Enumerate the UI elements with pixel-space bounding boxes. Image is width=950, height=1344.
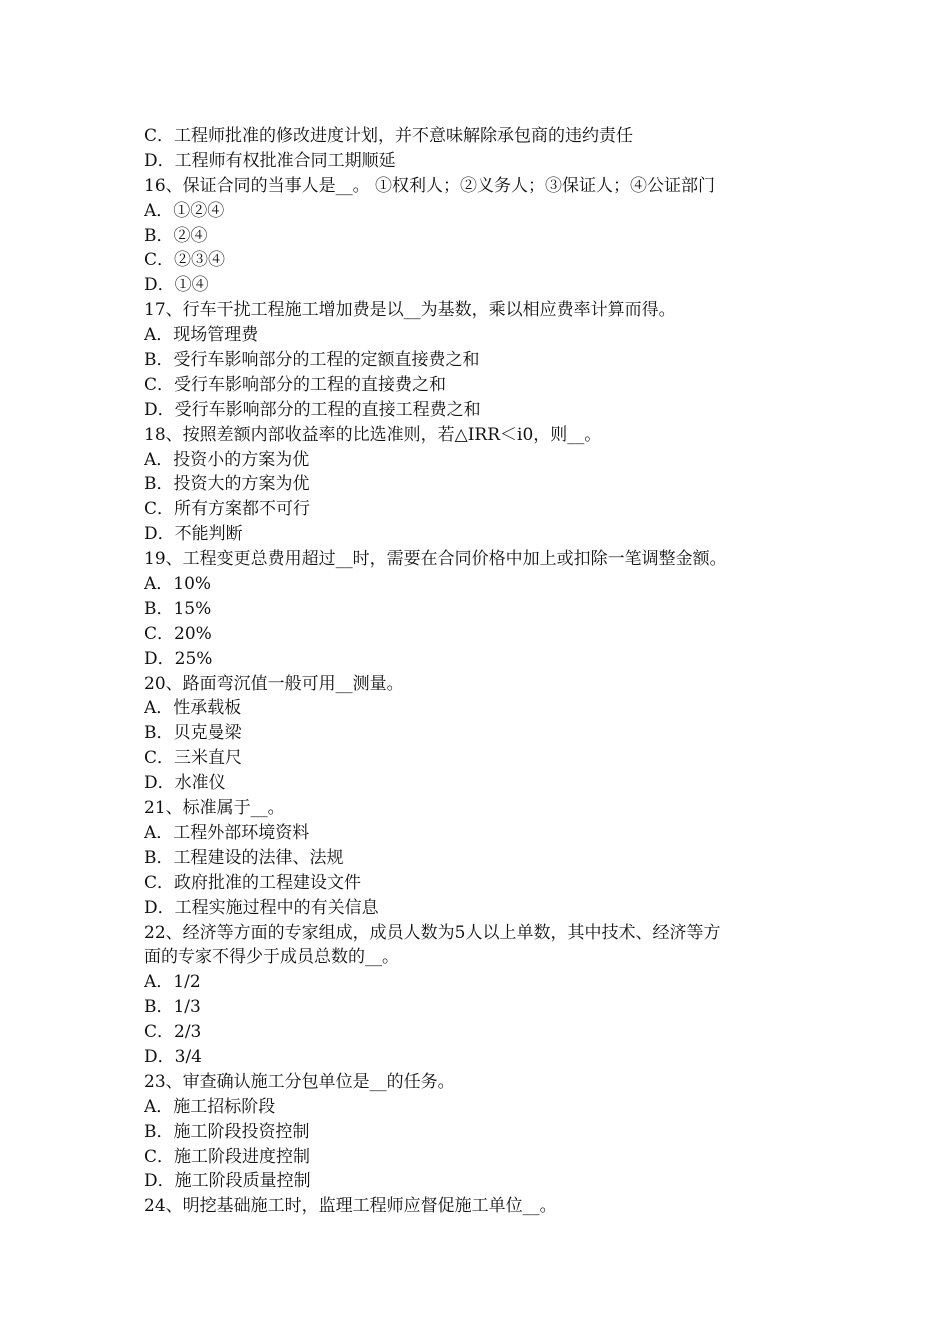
option-line: A．10% — [144, 574, 212, 595]
option-line: A．1/2 — [144, 972, 201, 993]
option-line: B．15% — [144, 598, 212, 619]
option-line: A．现场管理费 — [144, 325, 259, 346]
option-line: C．②③④ — [144, 250, 226, 271]
option-line: C．政府批准的工程建设文件 — [144, 872, 362, 893]
option-line: D．水准仪 — [144, 773, 226, 794]
option-line: C．受行车影响部分的工程的直接费之和 — [144, 374, 447, 395]
document-page — [144, 124, 824, 1219]
option-line: B．施工阶段投资控制 — [144, 1121, 310, 1142]
question-20: 20、路面弯沉值一般可用__测量。 — [144, 673, 404, 694]
question-22-continued: 面的专家不得少于成员总数的__。 — [144, 947, 399, 968]
option-line: C．三米直尺 — [144, 748, 243, 769]
question-21: 21、标准属于__。 — [144, 798, 285, 819]
text-line: D．工程师有权批准合同工期顺延 — [144, 150, 396, 171]
option-line: A．工程外部环境资料 — [144, 822, 310, 843]
option-line: D．受行车影响部分的工程的直接工程费之和 — [144, 399, 481, 420]
option-line: B．投资大的方案为优 — [144, 474, 310, 495]
option-line: D．25% — [144, 648, 213, 669]
option-line: C．20% — [144, 623, 212, 644]
option-line: A．施工招标阶段 — [144, 1096, 276, 1117]
question-19: 19、工程变更总费用超过__时，需要在合同价格中加上或扣除一笔调整金额。 — [144, 549, 727, 570]
question-22: 22、经济等方面的专家组成，成员人数为5人以上单数，其中技术、经济等方 — [144, 922, 721, 943]
option-line: D．工程实施过程中的有关信息 — [144, 897, 379, 918]
question-24: 24、明挖基础施工时，监理工程师应督促施工单位__。 — [144, 1196, 557, 1217]
option-line: A．①②④ — [144, 200, 225, 221]
option-line: B．②④ — [144, 225, 208, 246]
question-18: 18、按照差额内部收益率的比选准则，若△IRR＜i0，则__。 — [144, 424, 602, 445]
option-line: B．贝克曼梁 — [144, 723, 242, 744]
question-16: 16、保证合同的当事人是__。 ①权利人；②义务人；③保证人；④公证部门 — [144, 175, 716, 196]
option-line: A．性承载板 — [144, 698, 242, 719]
option-line: C．所有方案都不可行 — [144, 499, 311, 520]
option-line: D．施工阶段质量控制 — [144, 1171, 311, 1192]
option-line: A．投资小的方案为优 — [144, 449, 310, 470]
option-line: C．2/3 — [144, 1022, 202, 1043]
option-line: C．施工阶段进度控制 — [144, 1146, 311, 1167]
option-line: D．不能判断 — [144, 524, 243, 545]
option-line: D．①④ — [144, 275, 209, 296]
option-line: B．工程建设的法律、法规 — [144, 847, 344, 868]
option-line: B．1/3 — [144, 997, 201, 1018]
text-line: C．工程师批准的修改进度计划，并不意味解除承包商的违约责任 — [144, 126, 634, 146]
option-line: B．受行车影响部分的工程的定额直接费之和 — [144, 350, 480, 371]
option-line: D．3/4 — [144, 1046, 202, 1067]
question-23: 23、审查确认施工分包单位是__的任务。 — [144, 1071, 455, 1092]
question-17: 17、行车干扰工程施工增加费是以__为基数，乘以相应费率计算而得。 — [144, 300, 676, 321]
